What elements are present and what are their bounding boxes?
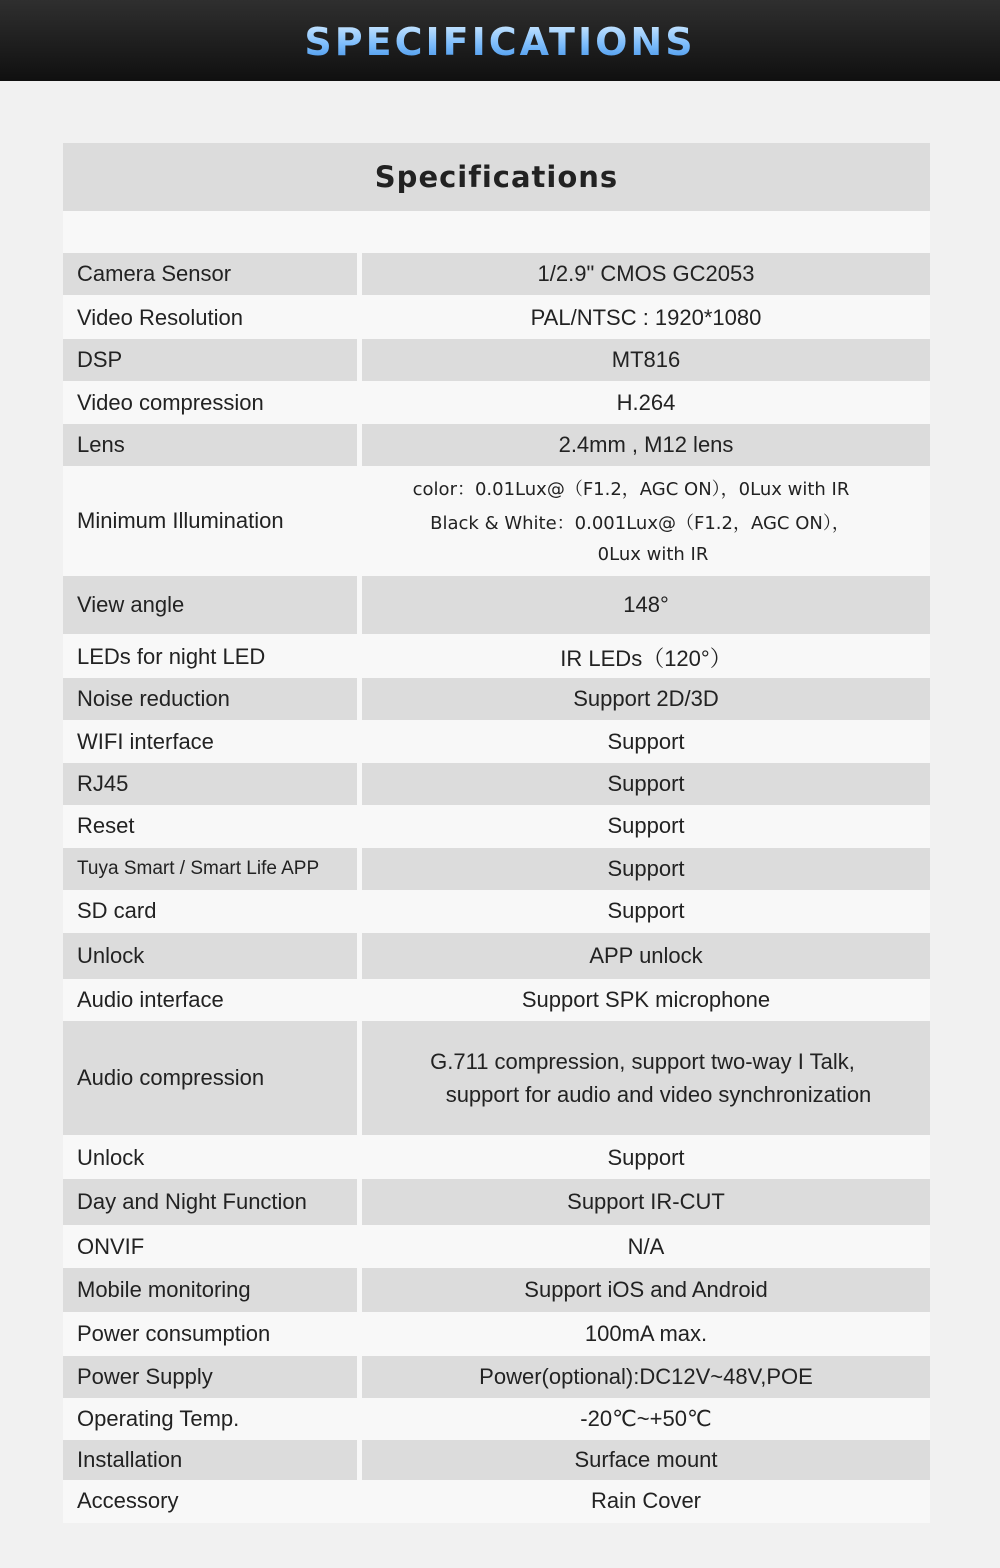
- spec-label: Audio compression: [63, 1021, 357, 1135]
- spec-label: Camera Sensor: [63, 253, 357, 295]
- section-header: [63, 143, 930, 211]
- spec-label: Audio interface: [77, 987, 224, 1012]
- spec-value: Support: [607, 898, 685, 923]
- audio-compression-line: G.711 compression, support two-way I Talk,: [430, 1049, 855, 1074]
- spec-label: ONVIF: [77, 1234, 145, 1259]
- spec-row-video-compression: [63, 382, 930, 424]
- spec-label: Minimum Illumination: [77, 508, 284, 533]
- spec-value: Support 2D/3D: [362, 678, 930, 720]
- spec-row-onvif: [63, 1226, 930, 1268]
- spec-label: Accessory: [77, 1488, 179, 1513]
- spec-value: Support IR-CUT: [362, 1179, 930, 1225]
- spec-value: IR LEDs（120°）: [560, 645, 732, 671]
- section-title: Specifications: [374, 160, 619, 194]
- audio-sync-line: support for audio and video synchronization: [445, 1082, 872, 1107]
- spec-value: [362, 468, 930, 574]
- banner-title: SPECIFICATIONS: [304, 19, 696, 64]
- spec-row-power-supply: [63, 1356, 930, 1398]
- spec-row-day-night: [63, 1179, 930, 1225]
- spec-value: APP unlock: [362, 933, 930, 979]
- illumination-bw-line: Black & White：0.001Lux@（F1.2，AGC ON），: [430, 513, 850, 534]
- spec-value: Power(optional):DC12V~48V,POE: [362, 1356, 930, 1398]
- spec-label: Day and Night Function: [63, 1179, 357, 1225]
- spec-row-audio-compression: [63, 1021, 930, 1135]
- spec-label: View angle: [63, 576, 357, 634]
- spec-value: -20℃~+50℃: [580, 1406, 712, 1431]
- spec-row-installation: [63, 1440, 930, 1480]
- spec-row-unlock-2: [63, 1137, 930, 1179]
- spec-row-noise-reduction: [63, 678, 930, 720]
- spec-row-tuya-app: [63, 848, 930, 890]
- illumination-color-line: color：0.01Lux@（F1.2，AGC ON），0Lux with IR: [412, 479, 850, 500]
- spec-label: Video Resolution: [77, 305, 243, 330]
- spec-row-mobile-monitoring: [63, 1268, 930, 1312]
- spec-label: Noise reduction: [63, 678, 357, 720]
- spec-row-lens: [63, 424, 930, 466]
- spec-value: 1/2.9" CMOS GC2053: [362, 253, 930, 295]
- spec-row-audio-interface: [63, 979, 930, 1021]
- spec-label: Power consumption: [77, 1321, 271, 1346]
- spec-label: WIFI interface: [77, 729, 214, 754]
- spec-label: LEDs for night LED: [77, 644, 266, 669]
- spec-row-minimum-illumination: [63, 468, 930, 574]
- spec-value: MT816: [362, 339, 930, 381]
- spec-label: Mobile monitoring: [63, 1268, 357, 1312]
- spec-row-unlock: [63, 933, 930, 979]
- spec-label: Operating Temp.: [77, 1406, 240, 1431]
- spec-value: Support: [362, 763, 930, 805]
- spec-row-accessory: [63, 1480, 930, 1522]
- spec-value: 148°: [362, 576, 930, 634]
- spec-label: Unlock: [77, 1145, 145, 1170]
- spec-label: RJ45: [63, 763, 357, 805]
- spec-label: Lens: [63, 424, 357, 466]
- spec-row-wifi-interface: [63, 721, 930, 763]
- spec-value: Support: [607, 1145, 685, 1170]
- spec-value: Support iOS and Android: [362, 1268, 930, 1312]
- spec-value: 100mA max.: [584, 1321, 708, 1346]
- spec-row-dsp: [63, 339, 930, 381]
- spec-label: SD card: [77, 898, 157, 923]
- spec-value: [362, 1021, 930, 1135]
- spec-value: Surface mount: [362, 1440, 930, 1480]
- spec-value: H.264: [616, 390, 676, 415]
- spec-value: Support SPK microphone: [521, 987, 771, 1012]
- spec-label: Tuya Smart / Smart Life APP: [63, 848, 357, 890]
- spec-row-sd-card: [63, 890, 930, 932]
- spec-row-camera-sensor: [63, 253, 930, 295]
- spec-value: N/A: [627, 1234, 665, 1259]
- spec-label: Unlock: [63, 933, 357, 979]
- spec-row-reset: [63, 805, 930, 847]
- spec-row-power-consumption: [63, 1313, 930, 1355]
- spec-label: Installation: [63, 1440, 357, 1480]
- spec-row-video-resolution: [63, 297, 930, 339]
- spec-label: Video compression: [77, 390, 264, 415]
- spec-value: PAL/NTSC : 1920*1080: [530, 305, 762, 330]
- spec-row-leds-for-night: [63, 636, 930, 678]
- spec-value: Support: [607, 729, 685, 754]
- spec-label: DSP: [63, 339, 357, 381]
- spec-value: Rain Cover: [590, 1488, 702, 1513]
- spec-row-operating-temp: [63, 1398, 930, 1440]
- spec-value: Support: [362, 848, 930, 890]
- spec-row-rj45: [63, 763, 930, 805]
- spec-label: Reset: [77, 813, 135, 838]
- illumination-ir-line: 0Lux with IR: [597, 544, 709, 565]
- spec-row-view-angle: [63, 576, 930, 634]
- spec-value: Support: [607, 813, 685, 838]
- top-banner: [0, 0, 1000, 81]
- spec-label: Power Supply: [63, 1356, 357, 1398]
- spec-value: 2.4mm , M12 lens: [362, 424, 930, 466]
